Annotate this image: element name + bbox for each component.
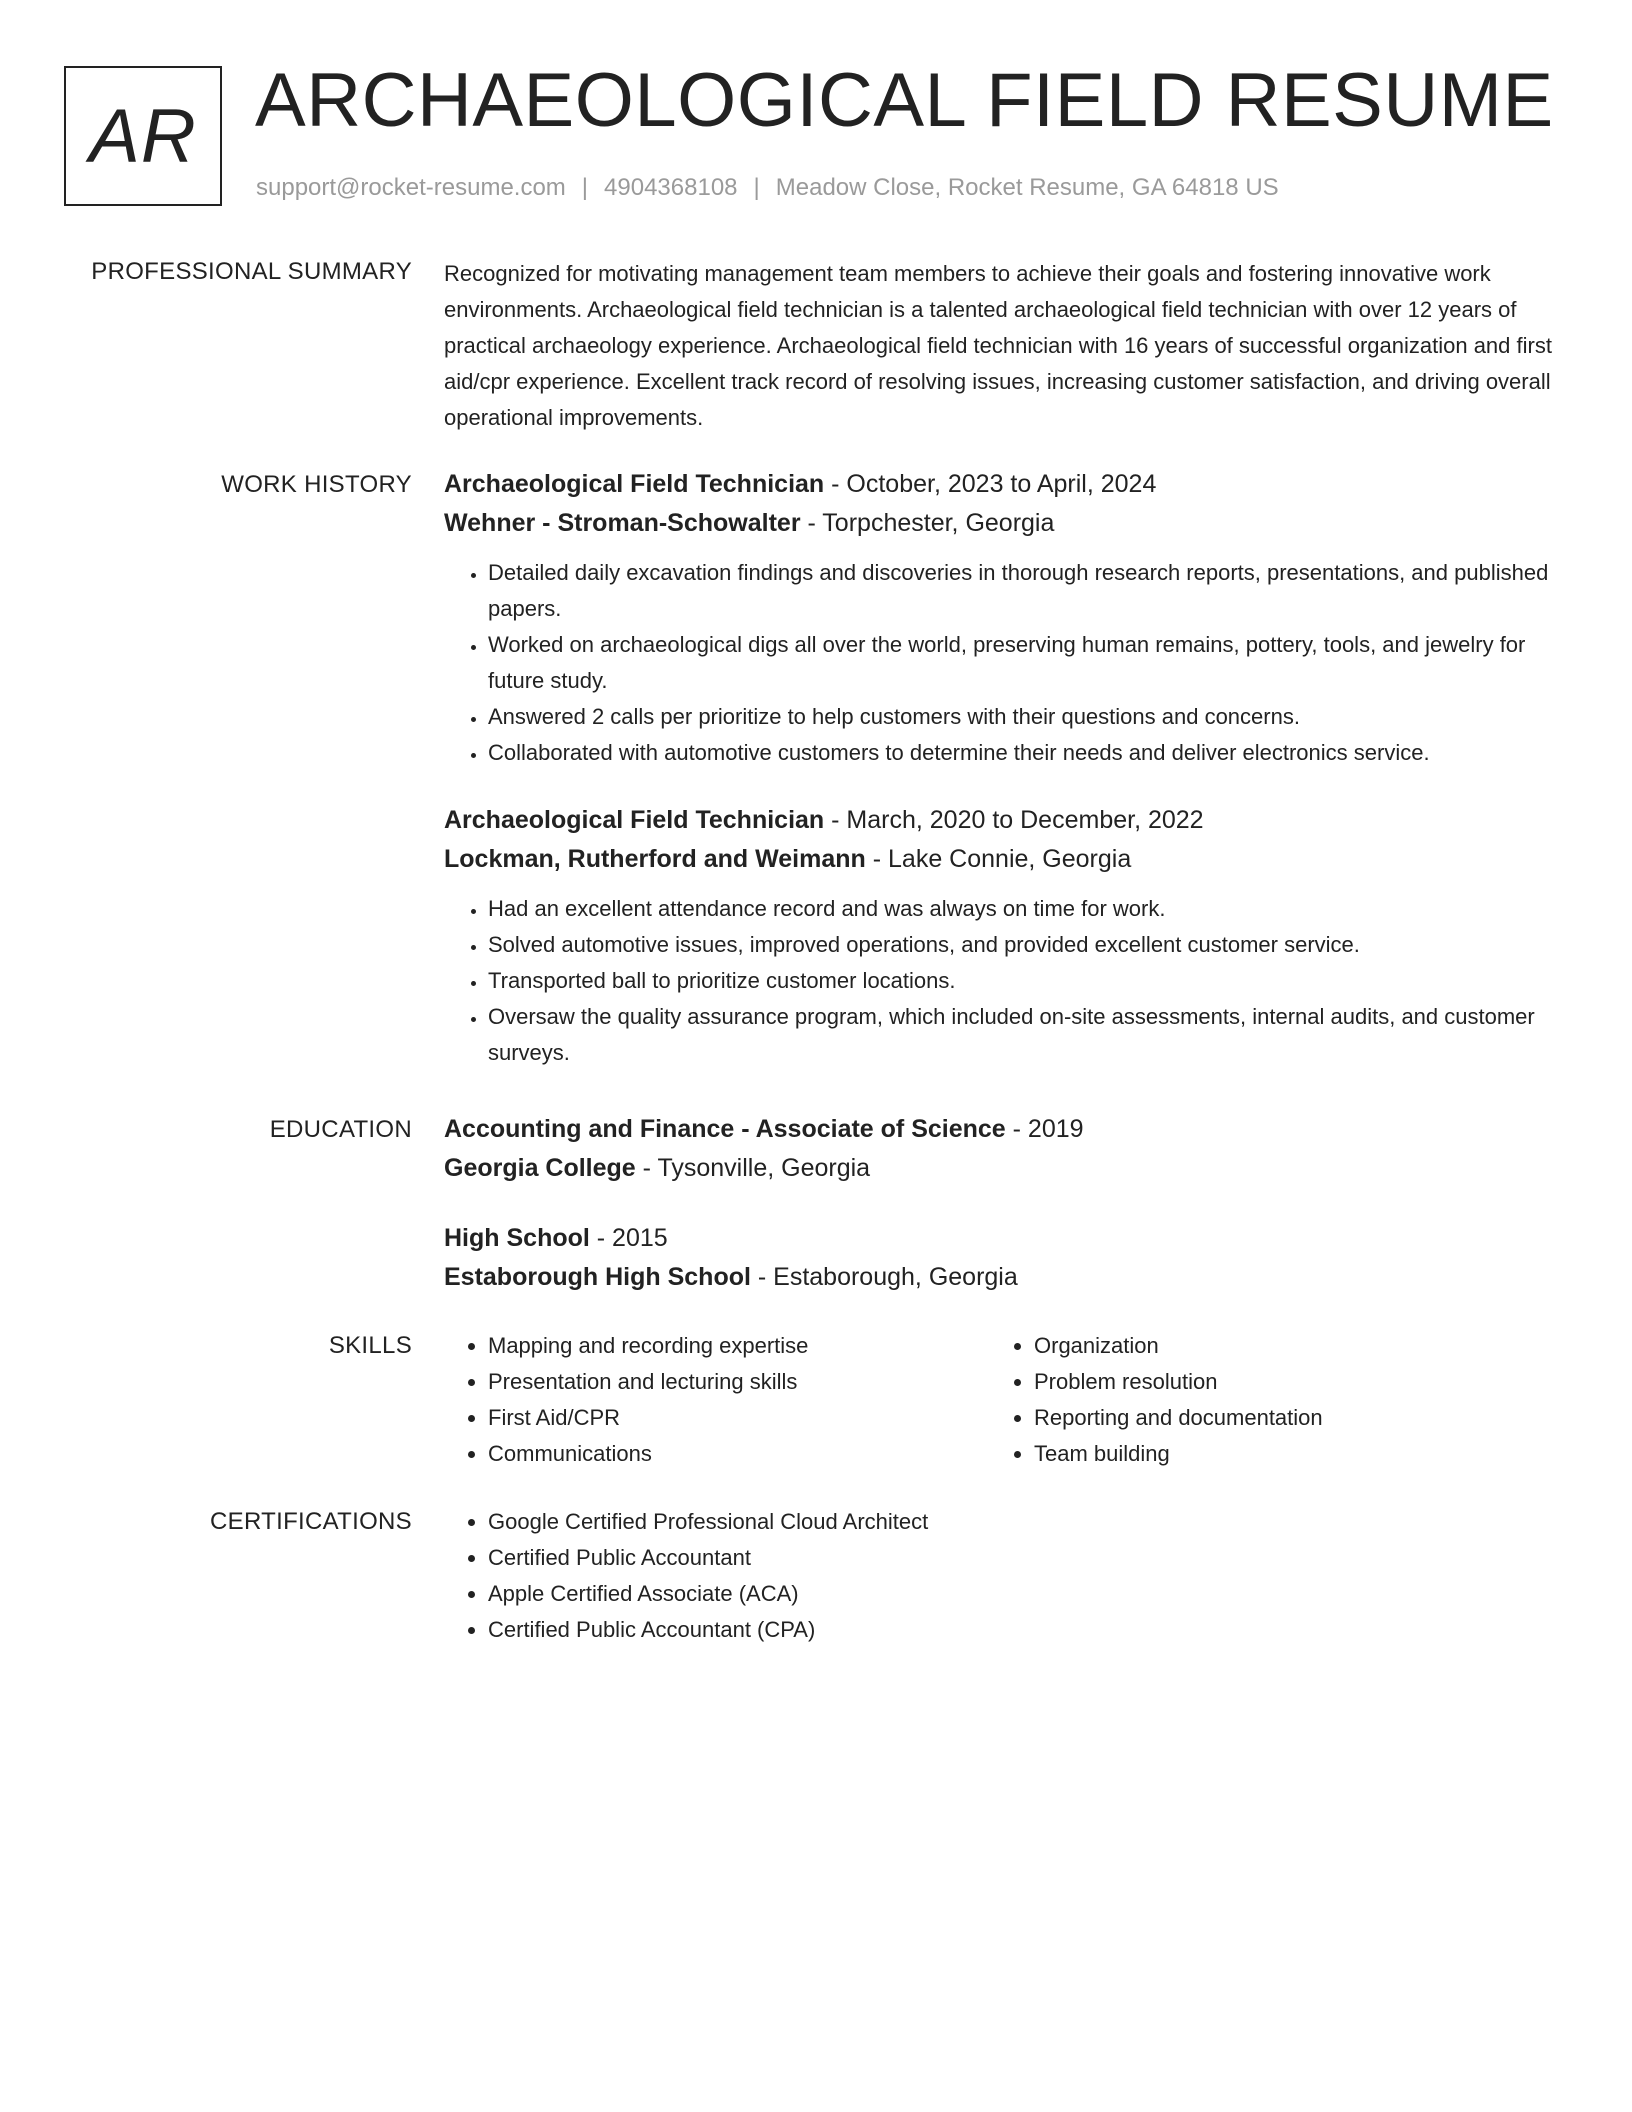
list-item: • Certified Public Accountant (CPA) (488, 1612, 1388, 1648)
skills-list-right (990, 1328, 1534, 1472)
contact-separator: | (753, 174, 760, 201)
list-item: • Presentation and lecturing skills (488, 1364, 988, 1400)
section-label-certifications: CERTIFICATIONS (210, 1508, 412, 1535)
monogram: AR (64, 66, 222, 206)
job-company: Wehner - Stroman-Schowalter (444, 509, 801, 537)
job-entry (444, 801, 1556, 1071)
job-title: Archaeological Field Technician (444, 470, 825, 498)
contact-address: Meadow Close, Rocket Resume, GA 64818 US (775, 174, 1279, 201)
skills-body (444, 1328, 1556, 1472)
job-location: - Torpchester, Georgia (800, 509, 1055, 537)
list-item: • Certified Public Accountant (488, 1540, 1388, 1576)
school: Georgia College (444, 1154, 636, 1182)
job-title-line (444, 465, 1556, 504)
contact-line (256, 172, 1279, 204)
list-item: • Problem resolution (1034, 1364, 1534, 1400)
school-line (444, 1258, 1556, 1297)
list-item: • Team building (1034, 1436, 1534, 1472)
job-company: Lockman, Rutherford and Weimann (444, 845, 866, 873)
education-entry (444, 1110, 1556, 1188)
summary-body (444, 256, 1556, 436)
section-label-summary: PROFESSIONAL SUMMARY (91, 258, 412, 285)
list-item: • Apple Certified Associate (ACA) (488, 1576, 1388, 1612)
list-item: • Transported ball to prioritize customer locations. (488, 963, 1556, 999)
graduation-year: - 2019 (1005, 1115, 1084, 1143)
resume-title: ARCHAEOLOGICAL FIELD RESUME (255, 58, 1554, 143)
contact-separator: | (581, 174, 589, 201)
job-company-line (444, 840, 1556, 879)
list-item: • Reporting and documentation (1034, 1400, 1534, 1436)
skills-list-left (444, 1328, 988, 1472)
education-entry (444, 1219, 1556, 1297)
degree: High School (444, 1224, 590, 1252)
job-dates: - March, 2020 to December, 2022 (824, 806, 1204, 834)
contact-phone[interactable]: 4904368108 (604, 174, 738, 201)
list-item: • Worked on archaeological digs all over the world, preserving human remains, pottery, tools, and jewelry for future study. (488, 627, 1556, 699)
graduation-year: - 2015 (589, 1224, 668, 1252)
section-label-work-history: WORK HISTORY (221, 471, 412, 498)
contact-email[interactable]: support@rocket-resume.com (256, 174, 566, 201)
job-entry (444, 465, 1556, 771)
section-label-education: EDUCATION (269, 1116, 412, 1143)
degree-line (444, 1110, 1556, 1149)
summary-text: Recognized for motivating management team members to achieve their goals and fostering innovative work environments. Archaeological field technician is a talented archaeological field technician with over 12 years of practical archaeology experience. Archaeological field technician with 16 years of successful organization and first aid/cpr experience. Excellent track record of resolving issues, increasing customer satisfaction, and driving overall operational improvements. (444, 261, 1552, 430)
school-location: - Tysonville, Georgia (635, 1154, 871, 1182)
list-item: • Communications (488, 1436, 988, 1472)
list-item: • Oversaw the quality assurance program, which included on-site assessments, internal audits, and customer surveys. (488, 999, 1556, 1071)
list-item: • Collaborated with automotive customers to determine their needs and deliver electronics service. (488, 735, 1556, 771)
list-item: • Had an excellent attendance record and was always on time for work. (488, 891, 1556, 927)
section-label-skills: SKILLS (328, 1332, 412, 1359)
degree-line (444, 1219, 1556, 1258)
job-title: Archaeological Field Technician (444, 806, 825, 834)
list-item: • Answered 2 calls per prioritize to help customers with their questions and concerns. (488, 699, 1556, 735)
school: Estaborough High School (444, 1263, 751, 1291)
list-item: • First Aid/CPR (488, 1400, 988, 1436)
list-item: • Google Certified Professional Cloud Architect (488, 1504, 1388, 1540)
school-line (444, 1149, 1556, 1188)
certifications-list (444, 1504, 1388, 1648)
education-body (444, 1110, 1556, 1297)
list-item: • Mapping and recording expertise (488, 1328, 988, 1364)
work-history-body (444, 465, 1556, 1071)
job-bullets (444, 555, 1556, 771)
job-dates: - October, 2023 to April, 2024 (824, 470, 1157, 498)
school-location: - Estaborough, Georgia (750, 1263, 1018, 1291)
list-item: • Solved automotive issues, improved operations, and provided excellent customer service. (488, 927, 1556, 963)
job-location: - Lake Connie, Georgia (865, 845, 1132, 873)
certifications-body (444, 1504, 1556, 1648)
list-item: • Detailed daily excavation findings and discoveries in thorough research reports, presentations, and published papers. (488, 555, 1556, 627)
job-title-line (444, 801, 1556, 840)
list-item: • Organization (1034, 1328, 1534, 1364)
degree: Accounting and Finance - Associate of Science (444, 1115, 1006, 1143)
job-bullets (444, 891, 1556, 1071)
job-company-line (444, 504, 1556, 543)
